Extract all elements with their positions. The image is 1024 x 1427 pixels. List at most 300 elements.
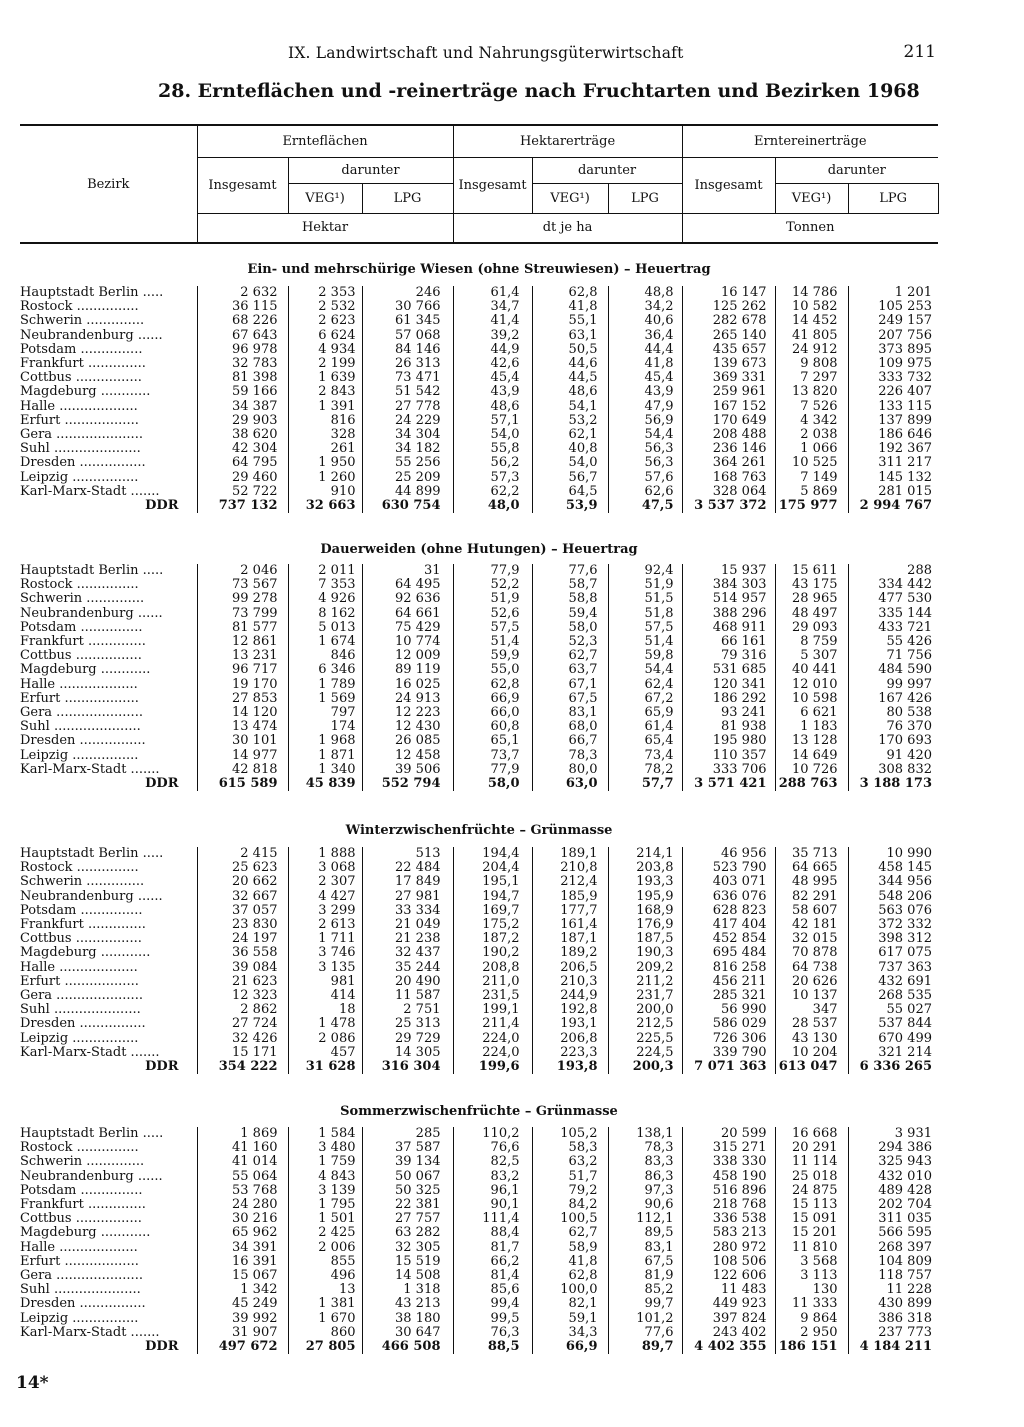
value-cell: 52 722	[197, 485, 288, 499]
value-cell: 338 330	[682, 1155, 775, 1169]
value-cell: 16 668	[775, 1127, 848, 1141]
value-cell: 2 038	[775, 428, 848, 442]
value-cell: 192 367	[848, 442, 938, 456]
value-cell: 308 832	[848, 763, 938, 777]
value-cell: 1 711	[288, 932, 362, 946]
value-cell: 414	[288, 989, 362, 1003]
value-cell: 285 321	[682, 989, 775, 1003]
value-cell: 190,2	[453, 946, 532, 960]
value-cell: 79 316	[682, 649, 775, 663]
table-row	[20, 678, 938, 692]
value-cell: 169,7	[453, 904, 532, 918]
value-cell: 23 830	[197, 918, 288, 932]
value-cell: 48,6	[453, 400, 532, 414]
bezirk-name: Halle ...................	[20, 1240, 138, 1255]
value-cell: 211,0	[453, 975, 532, 989]
value-cell: 14 452	[775, 314, 848, 328]
value-cell: 99,7	[608, 1297, 682, 1311]
value-cell: 59,4	[532, 607, 608, 621]
bezirk-name: Erfurt ..................	[20, 1254, 139, 1269]
value-cell: 29 729	[362, 1032, 453, 1046]
value-cell: 1 381	[288, 1297, 362, 1311]
value-cell: 432 010	[848, 1170, 938, 1184]
value-cell: 1 759	[288, 1155, 362, 1169]
value-cell: 321 214	[848, 1046, 938, 1060]
table-row	[20, 1241, 938, 1255]
value-cell: 44,4	[608, 343, 682, 357]
value-cell: 110,2	[453, 1127, 532, 1141]
column-header-veg-3: VEG¹)	[775, 183, 848, 213]
value-cell: 34 391	[197, 1241, 288, 1255]
value-cell: 9 864	[775, 1312, 848, 1326]
value-cell: 24 229	[362, 414, 453, 428]
value-cell: 244,9	[532, 989, 608, 1003]
value-cell: 55 064	[197, 1170, 288, 1184]
page-number: 211	[903, 42, 936, 62]
bezirk-name: Cottbus ................	[20, 1212, 142, 1227]
value-cell: 670 499	[848, 1032, 938, 1046]
column-header-darunter-2: darunter	[532, 157, 682, 183]
value-cell: 537 844	[848, 1017, 938, 1031]
value-cell: 133 115	[848, 400, 938, 414]
value-cell: 66,0	[453, 706, 532, 720]
value-cell: 5 013	[288, 621, 362, 635]
value-cell: 4 843	[288, 1170, 362, 1184]
value-cell: 195,1	[453, 875, 532, 889]
value-cell: 369 331	[682, 371, 775, 385]
bezirk-name: Gera .....................	[20, 706, 143, 721]
value-cell: 2 307	[288, 875, 362, 889]
bezirk-name: Neubrandenburg ......	[20, 1169, 163, 1184]
table-row	[20, 371, 938, 385]
value-cell: 846	[288, 649, 362, 663]
table-row	[20, 286, 938, 300]
value-cell: 36 115	[197, 300, 288, 314]
value-cell: 192,8	[532, 1003, 608, 1017]
value-cell: 51,7	[532, 1170, 608, 1184]
value-cell: 3 931	[848, 1127, 938, 1141]
table-row	[20, 385, 938, 399]
value-cell: 112,1	[608, 1212, 682, 1226]
bezirk-name: Frankfurt ..............	[20, 918, 146, 933]
value-cell: 311 217	[848, 456, 938, 470]
value-cell: 2 532	[288, 300, 362, 314]
value-cell: 2 011	[288, 564, 362, 578]
table-row	[20, 1003, 938, 1017]
table-row	[20, 692, 938, 706]
value-cell: 223,3	[532, 1046, 608, 1060]
value-cell: 105 253	[848, 300, 938, 314]
value-cell: 62,7	[532, 1226, 608, 1240]
value-cell: 63,7	[532, 663, 608, 677]
table-row	[20, 300, 938, 314]
table-row	[20, 1198, 938, 1212]
table-row	[20, 1017, 938, 1031]
value-cell: 325 943	[848, 1155, 938, 1169]
bezirk-name: Karl-Marx-Stadt .......	[20, 762, 160, 777]
value-cell: 53,9	[532, 499, 608, 513]
value-cell: 53,2	[532, 414, 608, 428]
value-cell: 90,1	[453, 1198, 532, 1212]
value-cell: 243 402	[682, 1326, 775, 1340]
value-cell: 76 370	[848, 720, 938, 734]
value-cell: 35 713	[775, 847, 848, 861]
value-cell: 194,7	[453, 890, 532, 904]
value-cell: 54,4	[608, 428, 682, 442]
value-cell: 466 508	[362, 1340, 453, 1354]
bezirk-name: Rostock ...............	[20, 861, 139, 876]
bezirk-name: Cottbus ................	[20, 932, 142, 947]
value-cell: 211,4	[453, 1017, 532, 1031]
value-cell: 433 721	[848, 621, 938, 635]
value-cell: 90,6	[608, 1198, 682, 1212]
value-cell: 285	[362, 1127, 453, 1141]
value-cell: 583 213	[682, 1226, 775, 1240]
value-cell: 86,3	[608, 1170, 682, 1184]
table-row	[20, 471, 938, 485]
value-cell: 8 162	[288, 607, 362, 621]
value-cell: 1 340	[288, 763, 362, 777]
value-cell: 226 407	[848, 385, 938, 399]
bezirk-name: Suhl .....................	[20, 720, 141, 735]
value-cell: 1 674	[288, 635, 362, 649]
bezirk-name: Neubrandenburg ......	[20, 328, 163, 343]
bezirk-name: Karl-Marx-Stadt .......	[20, 1045, 160, 1060]
value-cell: 44,6	[532, 357, 608, 371]
value-cell: 58,7	[532, 578, 608, 592]
value-cell: 354 222	[197, 1060, 288, 1074]
value-cell: 636 076	[682, 890, 775, 904]
column-header-veg-2: VEG¹)	[532, 183, 608, 213]
value-cell: 54,0	[532, 456, 608, 470]
table-row	[20, 1297, 938, 1311]
value-cell: 83,3	[608, 1155, 682, 1169]
value-cell: 10 726	[775, 763, 848, 777]
value-cell: 737 363	[848, 961, 938, 975]
value-cell: 5 307	[775, 649, 848, 663]
value-cell: 1 789	[288, 678, 362, 692]
value-cell: 6 336 265	[848, 1060, 938, 1074]
value-cell: 334 442	[848, 578, 938, 592]
unit-dt-je-ha: dt je ha	[453, 213, 682, 243]
value-cell: 3 188 173	[848, 777, 938, 791]
value-cell: 1 795	[288, 1198, 362, 1212]
value-cell: 122 606	[682, 1269, 775, 1283]
bezirk-name: Frankfurt ..............	[20, 357, 146, 372]
value-cell: 65,4	[608, 734, 682, 748]
table-row	[20, 1184, 938, 1198]
value-cell: 513	[362, 847, 453, 861]
value-cell: 695 484	[682, 946, 775, 960]
value-cell: 2 751	[362, 1003, 453, 1017]
value-cell: 59,1	[532, 1312, 608, 1326]
value-cell: 28 537	[775, 1017, 848, 1031]
chapter-header: IX. Landwirtschaft und Nahrungsgüterwirtschaft	[288, 44, 684, 62]
value-cell: 187,1	[532, 932, 608, 946]
value-cell: 88,4	[453, 1226, 532, 1240]
value-cell: 268 397	[848, 1241, 938, 1255]
value-cell: 12 010	[775, 678, 848, 692]
value-cell: 24 197	[197, 932, 288, 946]
table-row	[20, 1127, 938, 1141]
value-cell: 99,4	[453, 1297, 532, 1311]
column-header-darunter-1: darunter	[288, 157, 453, 183]
section-title: Ein- und mehrschürige Wiesen (ohne Streuwiesen) – Heuertrag	[247, 262, 711, 277]
bezirk-name: Karl-Marx-Stadt .......	[20, 484, 160, 499]
value-cell: 261	[288, 442, 362, 456]
value-cell: 43,9	[453, 385, 532, 399]
value-cell: 41 014	[197, 1155, 288, 1169]
value-cell: 61,4	[608, 720, 682, 734]
value-cell: 15 937	[682, 564, 775, 578]
value-cell: 10 598	[775, 692, 848, 706]
bezirk-name: Neubrandenburg ......	[20, 606, 163, 621]
value-cell: 61,4	[453, 286, 532, 300]
value-cell: 737 132	[197, 499, 288, 513]
value-cell: 58,9	[532, 1241, 608, 1255]
value-cell: 403 071	[682, 875, 775, 889]
bezirk-name: Hauptstadt Berlin .....	[20, 1127, 164, 1141]
bezirk-name: Suhl .....................	[20, 1003, 141, 1018]
value-cell: 11 587	[362, 989, 453, 1003]
value-cell: 15 091	[775, 1212, 848, 1226]
bezirk-name: Potsdam ...............	[20, 1183, 143, 1198]
total-row	[20, 1340, 938, 1354]
value-cell: 15 611	[775, 564, 848, 578]
value-cell: 68 226	[197, 314, 288, 328]
value-cell: 168,9	[608, 904, 682, 918]
bezirk-name: Leipzig ................	[20, 1031, 139, 1046]
value-cell: 2 950	[775, 1326, 848, 1340]
value-cell: 39 134	[362, 1155, 453, 1169]
table-row	[20, 1255, 938, 1269]
value-cell: 34,7	[453, 300, 532, 314]
table-row	[20, 875, 938, 889]
value-cell: 1 569	[288, 692, 362, 706]
value-cell: 32 663	[288, 499, 362, 513]
value-cell: 236 146	[682, 442, 775, 456]
value-cell: 55,0	[453, 663, 532, 677]
value-cell: 2 006	[288, 1241, 362, 1255]
value-cell: 34,3	[532, 1326, 608, 1340]
value-cell: 47,5	[608, 499, 682, 513]
value-cell: 78,3	[608, 1141, 682, 1155]
value-cell: 16 391	[197, 1255, 288, 1269]
value-cell: 15 113	[775, 1198, 848, 1212]
value-cell: 55 027	[848, 1003, 938, 1017]
value-cell: 20 626	[775, 975, 848, 989]
value-cell: 2 086	[288, 1032, 362, 1046]
column-group-erntereinertraege: Erntereinerträge	[682, 125, 938, 157]
value-cell: 212,4	[532, 875, 608, 889]
table-row	[20, 607, 938, 621]
unit-tonnen: Tonnen	[682, 213, 938, 243]
value-cell: 63,2	[532, 1155, 608, 1169]
value-cell: 84,2	[532, 1198, 608, 1212]
value-cell: 20 291	[775, 1141, 848, 1155]
value-cell: 92,4	[608, 564, 682, 578]
value-cell: 514 957	[682, 592, 775, 606]
table-row	[20, 414, 938, 428]
value-cell: 288	[848, 564, 938, 578]
value-cell: 193,1	[532, 1017, 608, 1031]
value-cell: 32 015	[775, 932, 848, 946]
value-cell: 14 649	[775, 749, 848, 763]
value-cell: 59,8	[608, 649, 682, 663]
value-cell: 43 213	[362, 1297, 453, 1311]
value-cell: 3 568	[775, 1255, 848, 1269]
value-cell: 48,8	[608, 286, 682, 300]
value-cell: 85,2	[608, 1283, 682, 1297]
value-cell: 68,0	[532, 720, 608, 734]
bezirk-name: Hauptstadt Berlin .....	[20, 564, 164, 578]
value-cell: 35 244	[362, 961, 453, 975]
value-cell: 32 667	[197, 890, 288, 904]
value-cell: 336 538	[682, 1212, 775, 1226]
value-cell: 96 717	[197, 663, 288, 677]
value-cell: 77,9	[453, 763, 532, 777]
value-cell: 1 968	[288, 734, 362, 748]
value-cell: 76,3	[453, 1326, 532, 1340]
value-cell: 167 426	[848, 692, 938, 706]
value-cell: 118 757	[848, 1269, 938, 1283]
value-cell: 89,7	[608, 1340, 682, 1354]
value-cell: 484 590	[848, 663, 938, 677]
value-cell: 200,0	[608, 1003, 682, 1017]
unit-hektar: Hektar	[197, 213, 453, 243]
value-cell: 52,3	[532, 635, 608, 649]
bezirk-name: Rostock ...............	[20, 578, 139, 593]
value-cell: 333 732	[848, 371, 938, 385]
value-cell: 4 402 355	[682, 1340, 775, 1354]
bezirk-name: Leipzig ................	[20, 1311, 139, 1326]
value-cell: 177,7	[532, 904, 608, 918]
value-cell: 25 018	[775, 1170, 848, 1184]
value-cell: 17 849	[362, 875, 453, 889]
value-cell: 55 426	[848, 635, 938, 649]
value-cell: 66,2	[453, 1255, 532, 1269]
value-cell: 288 763	[775, 777, 848, 791]
value-cell: 83,2	[453, 1170, 532, 1184]
value-cell: 11 114	[775, 1155, 848, 1169]
value-cell: 246	[362, 286, 453, 300]
value-cell: 54,0	[453, 428, 532, 442]
value-cell: 81,4	[453, 1269, 532, 1283]
value-cell: 14 305	[362, 1046, 453, 1060]
value-cell: 1 670	[288, 1312, 362, 1326]
value-cell: 32 426	[197, 1032, 288, 1046]
bezirk-name: Magdeburg ............	[20, 946, 151, 961]
value-cell: 24 280	[197, 1198, 288, 1212]
section-data-table	[20, 847, 938, 1074]
value-cell: 66,9	[532, 1340, 608, 1354]
value-cell: 30 766	[362, 300, 453, 314]
value-cell: 186 292	[682, 692, 775, 706]
table-row	[20, 904, 938, 918]
value-cell: 77,6	[532, 564, 608, 578]
table-row	[20, 1226, 938, 1240]
value-cell: 67,1	[532, 678, 608, 692]
column-group-ernteflaechen: Ernteflächen	[197, 125, 453, 157]
value-cell: 88,5	[453, 1340, 532, 1354]
table-row	[20, 1283, 938, 1297]
bezirk-name: Cottbus ................	[20, 649, 142, 664]
value-cell: 81,9	[608, 1269, 682, 1283]
value-cell: 2 613	[288, 918, 362, 932]
value-cell: 816 258	[682, 961, 775, 975]
value-cell: 212,5	[608, 1017, 682, 1031]
value-cell: 26 085	[362, 734, 453, 748]
value-cell: 206,5	[532, 961, 608, 975]
bezirk-name: Rostock ...............	[20, 1141, 139, 1156]
value-cell: 62,1	[532, 428, 608, 442]
value-cell: 15 067	[197, 1269, 288, 1283]
column-header-lpg-2: LPG	[608, 183, 682, 213]
value-cell: 268 535	[848, 989, 938, 1003]
value-cell: 138,1	[608, 1127, 682, 1141]
value-cell: 613 047	[775, 1060, 848, 1074]
value-cell: 435 657	[682, 343, 775, 357]
value-cell: 54,1	[532, 400, 608, 414]
bezirk-name: Schwerin ..............	[20, 1155, 145, 1170]
total-label: DDR	[145, 1340, 179, 1355]
value-cell: 89,5	[608, 1226, 682, 1240]
column-header-insgesamt-3: Insgesamt	[682, 157, 775, 213]
section-title: Sommerzwischenfrüchte – Grünmasse	[340, 1104, 618, 1119]
bezirk-name: Gera .....................	[20, 428, 143, 443]
value-cell: 31	[362, 564, 453, 578]
value-cell: 27 805	[288, 1340, 362, 1354]
value-cell: 81 938	[682, 720, 775, 734]
value-cell: 328	[288, 428, 362, 442]
value-cell: 99 997	[848, 678, 938, 692]
value-cell: 497 672	[197, 1340, 288, 1354]
value-cell: 81 577	[197, 621, 288, 635]
value-cell: 43,9	[608, 385, 682, 399]
value-cell: 29 460	[197, 471, 288, 485]
bezirk-name: Suhl .....................	[20, 1283, 141, 1298]
value-cell: 14 508	[362, 1269, 453, 1283]
value-cell: 15 519	[362, 1255, 453, 1269]
bezirk-name: Halle ...................	[20, 677, 138, 692]
value-cell: 29 093	[775, 621, 848, 635]
value-cell: 63,1	[532, 329, 608, 343]
value-cell: 231,7	[608, 989, 682, 1003]
value-cell: 29 903	[197, 414, 288, 428]
value-cell: 7 526	[775, 400, 848, 414]
value-cell: 496	[288, 1269, 362, 1283]
value-cell: 195 980	[682, 734, 775, 748]
value-cell: 43 130	[775, 1032, 848, 1046]
value-cell: 56,3	[608, 456, 682, 470]
value-cell: 57,7	[608, 777, 682, 791]
value-cell: 16 025	[362, 678, 453, 692]
table-row	[20, 918, 938, 932]
value-cell: 40,8	[532, 442, 608, 456]
total-row	[20, 1060, 938, 1074]
section-data-table	[20, 286, 938, 513]
value-cell: 76,6	[453, 1141, 532, 1155]
value-cell: 93 241	[682, 706, 775, 720]
value-cell: 8 759	[775, 635, 848, 649]
value-cell: 199,1	[453, 1003, 532, 1017]
value-cell: 50 325	[362, 1184, 453, 1198]
value-cell: 333 706	[682, 763, 775, 777]
value-cell: 62,2	[453, 485, 532, 499]
value-cell: 97,3	[608, 1184, 682, 1198]
value-cell: 22 381	[362, 1198, 453, 1212]
value-cell: 11 483	[682, 1283, 775, 1297]
